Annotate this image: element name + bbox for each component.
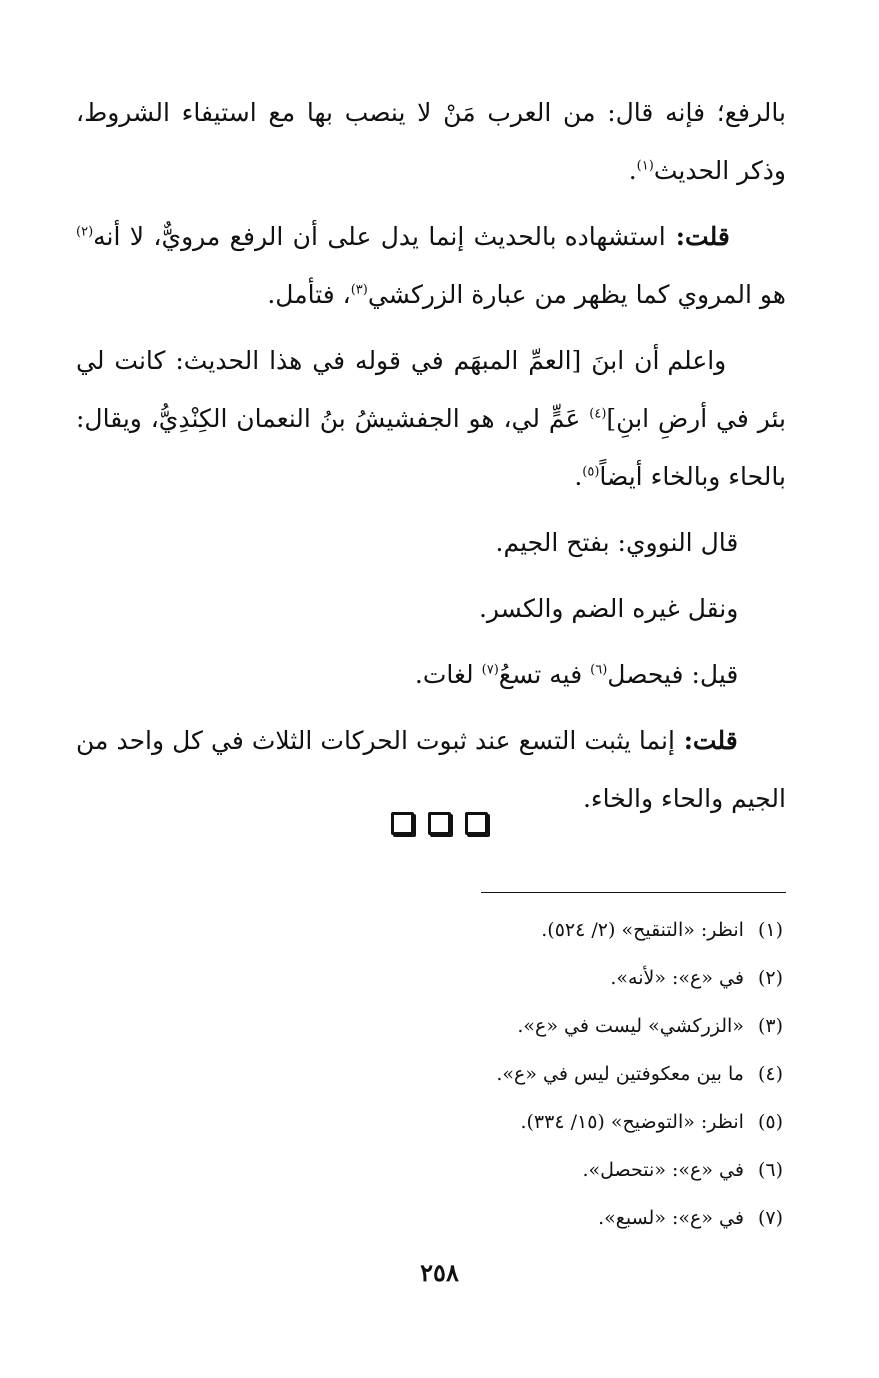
page-number: ٢٥٨ xyxy=(420,1258,459,1287)
footnote-number: (٦) xyxy=(757,1159,783,1181)
footnote-number: (٧) xyxy=(757,1207,783,1229)
footnote-text: ما بين معكوفتين ليس في «ع». xyxy=(496,1063,744,1085)
footnote-ref: (٢) xyxy=(76,224,94,240)
paragraph-4 xyxy=(76,712,786,828)
paragraph-tail: ، فتأمل. xyxy=(267,280,351,309)
footnote-item xyxy=(183,954,783,1002)
paragraph-text: إنما يثبت التسع عند ثبوت الحركات الثلاث في كل واحد من الجيم والحاء والخاء. xyxy=(76,726,786,813)
square-ornament-icon xyxy=(428,812,451,835)
footnote-text: في «ع»: «لسبع». xyxy=(598,1207,744,1229)
section-separator xyxy=(0,812,879,839)
line-mid: فيه تسعُ xyxy=(498,660,591,689)
footnote-item xyxy=(183,1146,783,1194)
paragraph-1 xyxy=(76,84,786,200)
main-text xyxy=(76,84,786,836)
footnote-ref: (٥) xyxy=(582,464,600,480)
footnote-ref: (١) xyxy=(636,158,654,174)
footnote-item xyxy=(183,1050,783,1098)
paragraph-lead: قلت: xyxy=(665,222,730,251)
footnote-ref: (٤) xyxy=(589,406,607,422)
footnote-text: انظر: «التوضيح» (١٥/ ٣٣٤). xyxy=(520,1111,744,1133)
paragraph-tail: عَمٍّ لي، هو الجفشيشُ بنُ النعمان الكِنْدِيُّ، ويقال: بالحاء وبالخاء أيضاً xyxy=(76,404,786,491)
short-line-3 xyxy=(76,646,786,704)
paragraph-text: بالرفع؛ فإنه قال: من العرب مَنْ لا ينصب بها مع استيفاء الشروط، وذكر الحديث xyxy=(76,98,786,185)
footnote-ref: (٣) xyxy=(350,282,368,298)
line-text: ونقل غيره الضم والكسر. xyxy=(478,594,739,623)
paragraph-2 xyxy=(76,208,786,324)
footnote-item xyxy=(183,1194,783,1242)
footnotes xyxy=(183,906,783,1242)
short-line-2 xyxy=(76,580,786,638)
square-ornament-icon xyxy=(465,812,488,835)
footnote-number: (٣) xyxy=(757,1015,783,1037)
footnote-ref: (٦) xyxy=(590,662,608,678)
paragraph-text: واعلم أن ابنَ [العمِّ المبهَم في قوله في هذا الحديث: كانت لي بئر في أرضِ ابنِ] xyxy=(76,346,786,433)
footnote-divider xyxy=(481,892,786,893)
footnote-number: (٤) xyxy=(757,1063,783,1085)
short-line-1 xyxy=(76,514,786,572)
footnote-item xyxy=(183,906,783,954)
paragraph-tail: هو المروي كما يظهر من عبارة الزركشي xyxy=(367,280,786,309)
line-text: قيل: فيحصل xyxy=(607,660,739,689)
paragraph-3 xyxy=(76,332,786,506)
paragraph-lead: قلت: xyxy=(674,726,738,755)
footnote-number: (١) xyxy=(757,919,783,941)
paragraph-tail: . xyxy=(574,462,583,491)
footnote-number: (٢) xyxy=(757,967,783,989)
footnote-number: (٥) xyxy=(757,1111,783,1133)
footnote-item xyxy=(183,1098,783,1146)
footnote-text: انظر: «التنقيح» (٢/ ٥٢٤). xyxy=(541,919,744,941)
line-tail: لغات. xyxy=(414,660,482,689)
paragraph-text: استشهاده بالحديث إنما يدل على أن الرفع مرويٌّ، لا أنه xyxy=(93,222,666,251)
paragraph-tail: . xyxy=(628,156,637,185)
footnote-text: في «ع»: «نتحصل». xyxy=(582,1159,744,1181)
footnote-text: «الزركشي» ليست في «ع». xyxy=(517,1015,744,1037)
square-ornament-icon xyxy=(391,812,414,835)
footnote-item xyxy=(183,1002,783,1050)
footnote-ref: (٧) xyxy=(481,662,499,678)
footnote-text: في «ع»: «لأنه». xyxy=(610,967,744,989)
line-text: قال النووي: بفتح الجيم. xyxy=(495,528,739,557)
